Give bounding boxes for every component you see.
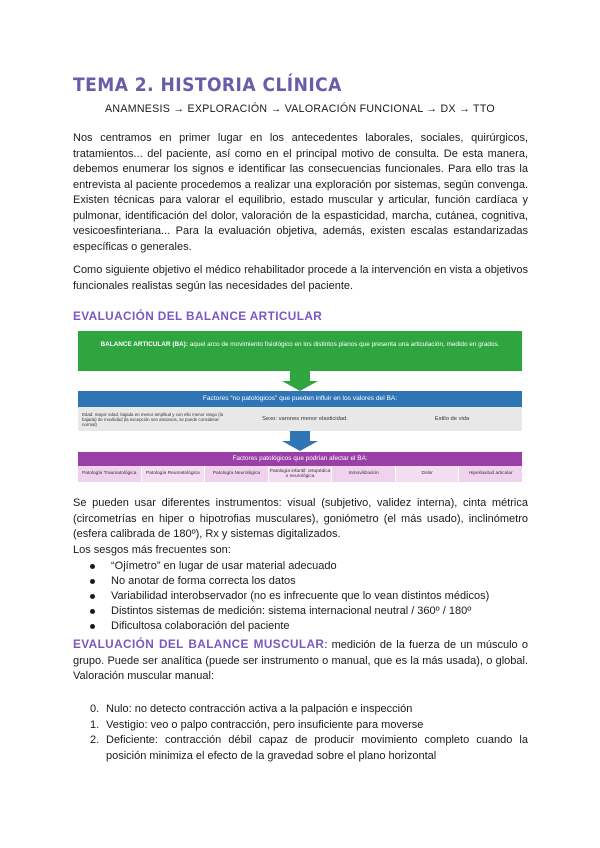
balance-articular-diagram xyxy=(78,331,522,481)
blue-arrowhead-icon xyxy=(282,441,318,451)
bias-intro: Los sesgos más frecuentes son: xyxy=(73,544,231,556)
intro-paragraph-1: Nos centramos en primer lugar en los antecedentes laborales, sociales, quirúrgicos, tratamientos... del paciente, así como en el principal motivo de consulta. De esta manera, debemos enumerar los signos e identificar las consecuencias funcionales. Para ello tras la entrevista al paciente procedemos a realizar una exploración por sistemas, según convenga. Existen técnicas para valorar el equilibrio, estado muscular y articular, función cardíaca y pulmonar, identificación del dolor, valoración de la espasticidad, marcha, cutánea, cognitiva, vesicoesfinteriana... Para la evaluación objetiva, además, existen escalas estandarizadas específicas o generales. xyxy=(73,132,528,253)
articular-section-heading: EVALUACIÓN DEL BALANCE ARTICULAR xyxy=(73,309,323,323)
pathological-factors-title: Factores patológicos que podrían afectar el BA: xyxy=(78,452,522,466)
list-item: 2. Deficiente: contracción débil capaz de producir movimiento completo cuando la posición minimiza el efecto de la gravedad sobre el plano horizontal xyxy=(90,734,528,762)
factor-neurologica: Patología Neurológica xyxy=(205,466,269,482)
factor-dolor: Dolor xyxy=(396,466,460,482)
ba-definition-text: aquel arco de movimiento fisiológico en los distintos planos que presenta una articulación, medido en grados. xyxy=(187,341,500,348)
list-item: 1. Vestigio: veo o palpo contracción, pero insuficiente para moverse xyxy=(90,718,424,731)
list-item: Dificultosa colaboración del paciente xyxy=(73,619,489,634)
ba-definition-box xyxy=(78,331,522,371)
instruments-paragraph: Se pueden usar diferentes instrumentos: visual (subjetivo, validez interna), cinta métrica (circometrías en hiper o hipotrofias musculares), goniómetro (el más usado), inclinómetro (esfera calibrada de 180º), Rx y sistemas digitalizados. xyxy=(73,497,528,540)
nonpathological-factors-title: Factores “no patológicos” que pueden influir en los valores del BA: xyxy=(78,391,522,407)
list-item: “Ojímetro” en lugar de usar material adecuado xyxy=(73,559,489,574)
list-item: No anotar de forma correcta los datos xyxy=(73,574,489,589)
muscular-section-text: : medición de la fuerza de un músculo o grupo. Puede ser analítica (puede ser instrumento o manual, que es la más usada), o global. Valoración muscular manual: xyxy=(73,639,528,682)
factor-age: Edad: mayor edad, bajada en menor amplitud y con ello menor rango (la bajada) de movilidad (la excepción son ancianos, se puede considerar normal) xyxy=(82,411,224,427)
bullet-icon xyxy=(90,564,95,569)
muscular-section xyxy=(73,637,528,685)
muscular-section-heading: EVALUACIÓN DEL BALANCE MUSCULAR xyxy=(73,637,325,651)
nonpathological-factors-row xyxy=(78,407,522,431)
pathological-factors-row xyxy=(78,466,522,482)
factor-inmovilizacion: Inmovilización xyxy=(332,466,396,482)
green-arrow-icon xyxy=(290,371,310,381)
factor-infantil: Patología infantil: ortopédica o neurológica xyxy=(269,466,333,482)
page-subtitle: ANAMNESIS → EXPLORACIÓN → VALORACIÓN FUNCIONAL → DX → TTO xyxy=(105,103,495,115)
factor-traumatologica: Patología Traumatológica xyxy=(78,466,142,482)
green-arrowhead-icon xyxy=(282,381,318,391)
bullet-icon xyxy=(90,624,95,629)
page-title: TEMA 2. HISTORIA CLÍNICA xyxy=(73,74,342,96)
bullet-icon xyxy=(90,594,95,599)
list-item: Distintos sistemas de medición: sistema internacional neutral / 360º / 180º xyxy=(73,604,489,619)
factor-sex: Sexo: varones menor elasticidad. xyxy=(262,416,348,422)
factor-reumatologica: Patología Reumatológica xyxy=(142,466,206,482)
intro-paragraph-2: Como siguiente objetivo el médico rehabilitador procede a la intervención en vista a objetivos funcionales realistas según las necesidades del paciente. xyxy=(73,264,528,292)
muscular-grades-list xyxy=(73,702,528,764)
bias-list xyxy=(73,559,489,634)
list-item: 0. Nulo: no detecto contracción activa a la palpación e inspección xyxy=(90,703,413,715)
list-item: Variabilidad interobservador (no es infrecuente que lo vean distintos médicos) xyxy=(73,589,489,604)
factor-lifestyle: Estilo de vida xyxy=(434,416,470,422)
bullet-icon xyxy=(90,609,95,614)
ba-definition-bold: BALANCE ARTICULAR (BA): xyxy=(100,341,188,348)
bullet-icon xyxy=(90,579,95,584)
factor-hiperlaxitud: Hiperlaxitud articular xyxy=(459,466,522,482)
blue-arrow-icon xyxy=(290,431,310,441)
